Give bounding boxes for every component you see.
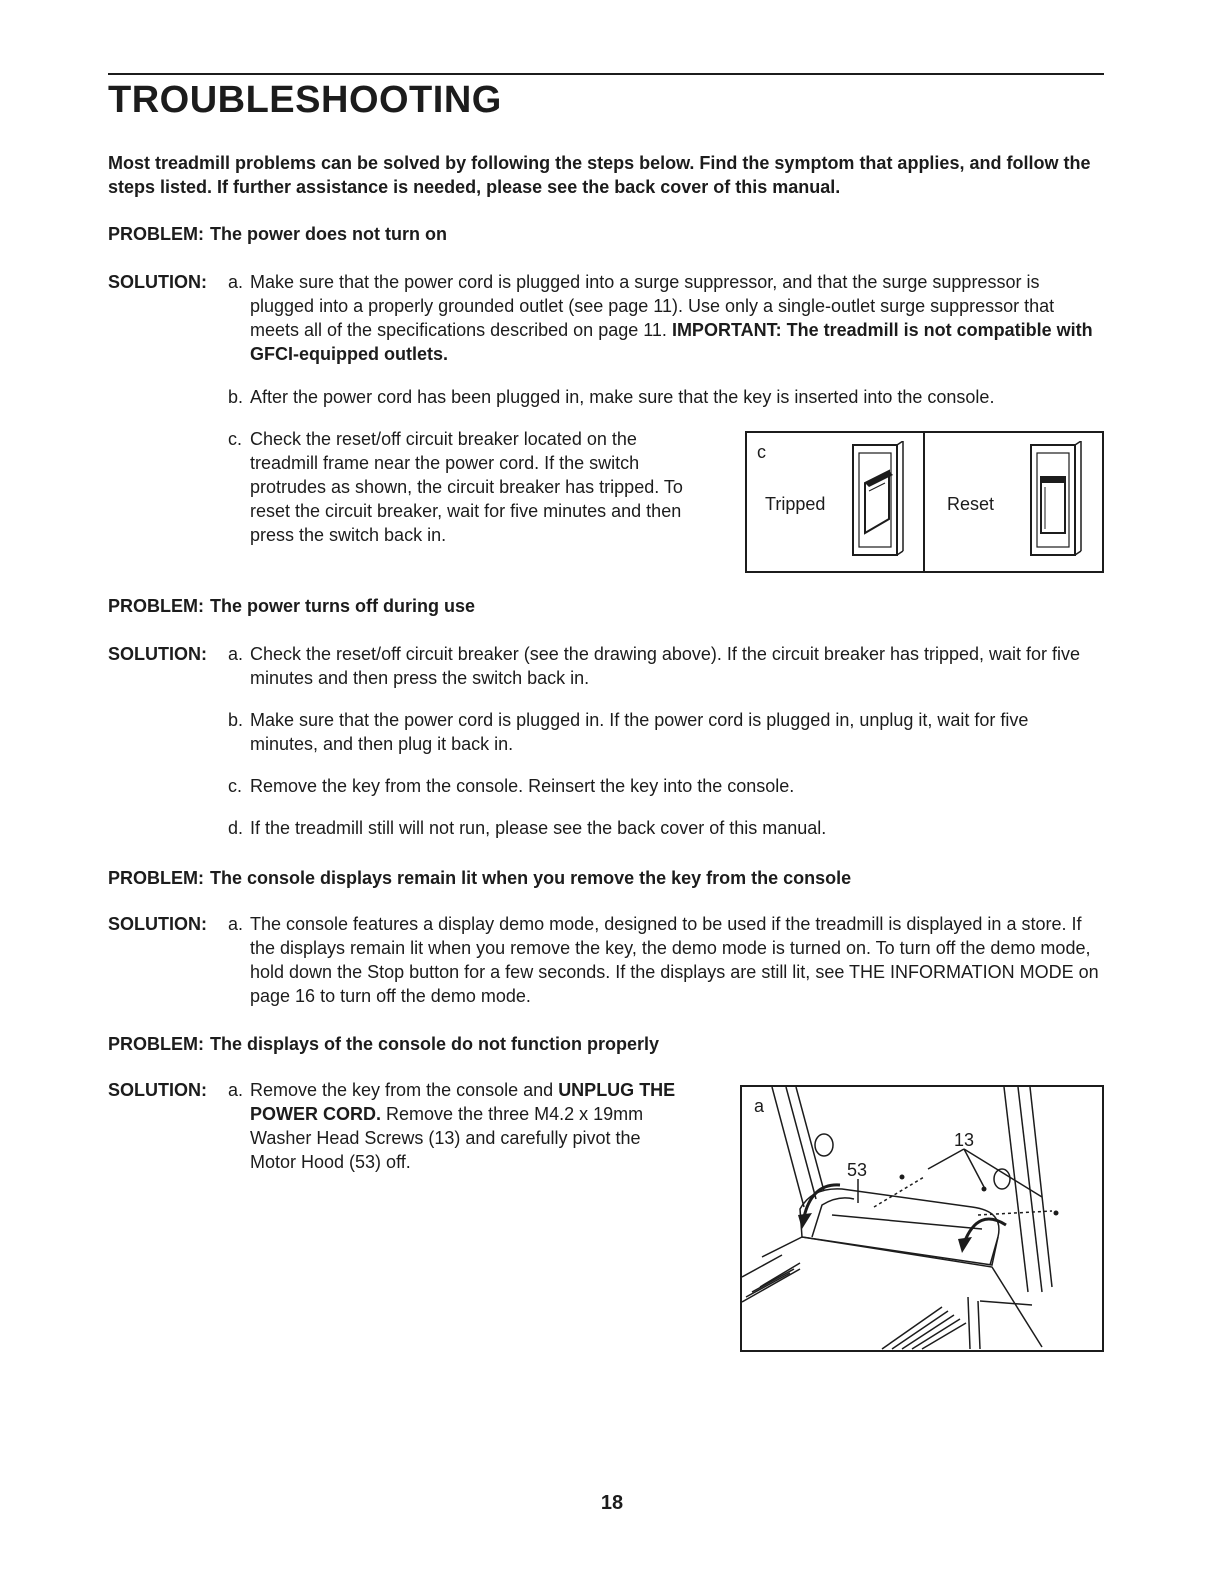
solution-3-label: SOLUTION: bbox=[108, 914, 207, 934]
step-text: Remove the three M4.2 x 19mm Washer Head Screws (13) and carefully pivot the Motor Hood (53) off. bbox=[250, 1104, 644, 1172]
circuit-breaker-figure bbox=[745, 431, 1104, 573]
intro-text: Most treadmill problems can be solved by following the steps below. Find the symptom that applies, and follow the steps listed. If further assistance is needed, please see the back cover of this manual. bbox=[108, 153, 1091, 197]
problem-1-step-a bbox=[250, 270, 1102, 366]
hood-callout: 53 bbox=[847, 1160, 868, 1180]
problem-label: PROBLEM: bbox=[108, 224, 204, 244]
problem-2-step-a: Check the reset/off circuit breaker (see the drawing above). If the circuit breaker has tripped, wait for five minutes and then press the switch back in. bbox=[250, 644, 1081, 688]
motor-hood-figure bbox=[740, 1085, 1104, 1352]
screws-callout: 13 bbox=[954, 1130, 975, 1150]
treadmill-motor-hood-icon bbox=[742, 1087, 1102, 1350]
step-letter: a. bbox=[228, 644, 244, 664]
reset-switch-icon bbox=[1025, 441, 1085, 559]
step-pre-text: Remove the key from the console and bbox=[250, 1080, 554, 1100]
problem-1-heading bbox=[108, 222, 447, 246]
page-title: TROUBLESHOOTING bbox=[108, 79, 502, 121]
step-letter: b. bbox=[228, 387, 244, 407]
problem-3-step-a: The console features a display demo mode, designed to be used if the treadmill is displayed in a store. If the displays remain lit when you remove the key, the demo mode is turned on. To turn off the demo mode, hold down the Stop button for a few seconds. If the displays are still lit, see THE INFORMATION MODE on page 16 to turn off the demo mode. bbox=[250, 914, 1099, 1006]
problem-label: PROBLEM: bbox=[108, 596, 204, 616]
step-letter: a. bbox=[228, 1080, 244, 1100]
step-letter: c. bbox=[228, 429, 243, 449]
problem-2-step-b: Make sure that the power cord is plugged in. If the power cord is plugged in, unplug it, wait for five minutes, and then plug it back in. bbox=[250, 710, 1029, 754]
problem-2-step-d: If the treadmill still will not run, please see the back cover of this manual. bbox=[250, 818, 827, 838]
problem-4-heading bbox=[108, 1032, 659, 1056]
reset-label: Reset bbox=[947, 494, 995, 514]
problem-1-step-b: After the power cord has been plugged in, make sure that the key is inserted into the console. bbox=[250, 387, 995, 407]
problem-2-step-c: Remove the key from the console. Reinsert the key into the console. bbox=[250, 776, 795, 796]
problem-2-title: The power turns off during use bbox=[210, 596, 475, 616]
figure-letter: c bbox=[757, 442, 766, 462]
problem-3-heading bbox=[108, 866, 851, 890]
problem-2-heading bbox=[108, 594, 475, 618]
solution-1-label: SOLUTION: bbox=[108, 272, 207, 292]
problem-label: PROBLEM: bbox=[108, 1034, 204, 1054]
header-rule bbox=[108, 73, 1104, 75]
solution-4-label: SOLUTION: bbox=[108, 1080, 207, 1100]
problem-3-title: The console displays remain lit when you remove the key from the console bbox=[210, 868, 852, 888]
step-letter: a. bbox=[228, 272, 244, 292]
step-letter: b. bbox=[228, 710, 244, 730]
tripped-switch-icon bbox=[847, 441, 907, 559]
tripped-label: Tripped bbox=[765, 494, 826, 514]
problem-4-step-a bbox=[250, 1078, 680, 1174]
problem-4-title: The displays of the console do not function properly bbox=[210, 1034, 660, 1054]
problem-1-step-c: Check the reset/off circuit breaker located on the treadmill frame near the power cord. If the switch protrudes as shown, the circuit breaker has tripped. To reset the circuit breaker, wait for five minutes and then press the switch back in. bbox=[250, 429, 683, 545]
step-text: Make sure that the power cord is plugged into a surge suppressor, and that the surge suppressor is plugged into a properly grounded outlet (see page 11). Use only a single-outlet surge suppressor that meets all of the specifications described on page 11. bbox=[250, 272, 1055, 340]
figure-letter: a bbox=[754, 1096, 765, 1116]
page-number: 18 bbox=[600, 1492, 624, 1514]
figure-divider bbox=[923, 433, 925, 571]
problem-label: PROBLEM: bbox=[108, 868, 204, 888]
solution-2-label: SOLUTION: bbox=[108, 644, 207, 664]
step-letter: d. bbox=[228, 818, 244, 838]
unplug-warning: UNPLUG THE POWER CORD. bbox=[250, 1080, 676, 1124]
problem-1-title: The power does not turn on bbox=[210, 224, 447, 244]
step-letter: c. bbox=[228, 776, 243, 796]
important-note: IMPORTANT: The treadmill is not compatible with GFCI-equipped outlets. bbox=[250, 320, 1093, 364]
step-letter: a. bbox=[228, 914, 244, 934]
